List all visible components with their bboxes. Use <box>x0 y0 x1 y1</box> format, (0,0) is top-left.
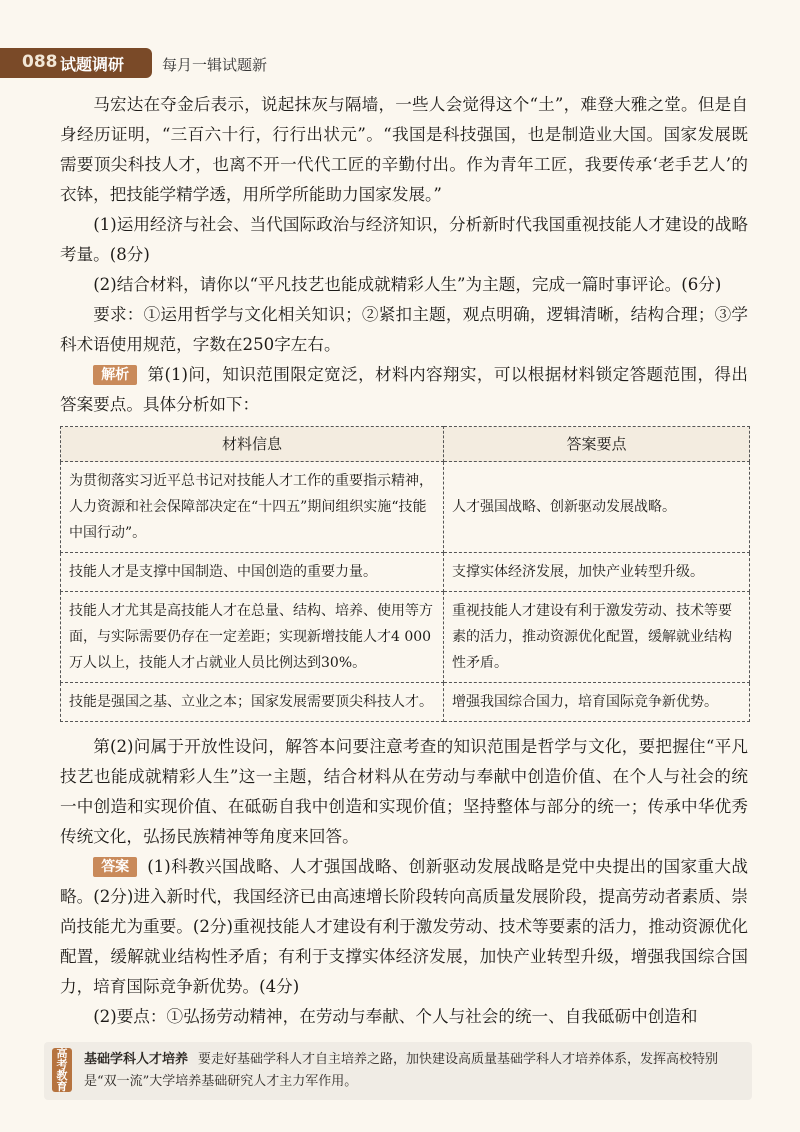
footer-title: 基础学科人才培养 <box>84 1052 189 1067</box>
answer-text-1: (1)科教兴国战略、人才强国战略、创新驱动发展战略是党中央提出的国家重大战略。(2分)进入新时代，我国经济已由高速增长阶段转向高质量发展阶段，提高劳动者素质、崇尚技能尤为重要。(2分)重视技能人才建设有利于激发劳动、技术等要素的活力，推动资源优化配置，缓解就业结构性矛盾；有利于支撑实体经济发展，加快产业转型升级，增强我国综合国力，培育国际竞争新优势。(4分) <box>60 857 748 996</box>
page-header <box>0 48 800 78</box>
table-cell: 技能人才是支撑中国制造、中国创造的重要力量。 <box>61 553 444 592</box>
answer-paragraph-2: (2)要点：①弘扬劳动精神，在劳动与奉献、个人与社会的统一、自我砥砺中创造和 <box>93 1007 698 1026</box>
table-row <box>61 553 750 592</box>
footer-text-block <box>84 1049 740 1093</box>
footer-note <box>44 1042 752 1100</box>
question-1: (1)运用经济与社会、当代国际政治与经济知识，分析新时代我国重视技能人才建设的战略考量。(8分) <box>60 215 748 264</box>
article-body <box>60 90 748 1032</box>
table-cell: 技能人才尤其是高技能人才在总量、结构、培养、使用等方面，与实际需要仍存在一定差距；实现新增技能人才4 000万人以上，技能人才占就业人员比例达到30%。 <box>61 592 444 683</box>
table-cell: 重视技能人才建设有利于激发劳动、技术等要素的活力，推动资源优化配置，缓解就业结构性矛盾。 <box>444 592 750 683</box>
table-header-answer: 答案要点 <box>444 427 750 462</box>
question-2: (2)结合材料，请你以“平凡技艺也能成就精彩人生”为主题，完成一篇时事评论。(6分) <box>93 275 722 294</box>
answer-paragraph <box>60 852 748 1002</box>
footer-body: 要走好基础学科人才自主培养之路，加快建设高质量基础学科人才培养体系，发挥高校特别是“双一流”大学培养基础研究人才主力军作用。 <box>84 1052 719 1089</box>
analysis-table <box>60 426 750 722</box>
analysis-paragraph-2: 第(2)问属于开放性设问，解答本问要注意考查的知识范围是哲学与文化，要把握住“平凡技艺也能成就精彩人生”这一主题，结合材料从在劳动与奉献中创造价值、在个人与社会的统一中创造和实现价值、在砥砺自我中创造和实现价值；坚持整体与部分的统一；传承中华优秀传统文化，弘扬民族精神等角度来回答。 <box>60 737 748 846</box>
table-row <box>61 462 750 553</box>
table-cell: 为贯彻落实习近平总书记对技能人才工作的重要指示精神，人力资源和社会保障部决定在“十四五”期间组织实施“技能中国行动”。 <box>61 462 444 553</box>
table-row <box>61 683 750 722</box>
table-row <box>61 592 750 683</box>
table-cell: 技能是强国之基、立业之本；国家发展需要顶尖科技人才。 <box>61 683 444 722</box>
table-cell: 人才强国战略、创新驱动发展战略。 <box>444 462 750 553</box>
header-subtitle: 每月一辑试题新 <box>162 56 268 74</box>
table-header-row <box>61 427 750 462</box>
section-title: 试题调研 <box>60 55 125 74</box>
answer-badge: 答案 <box>93 857 137 877</box>
table-header-material: 材料信息 <box>61 427 444 462</box>
analysis-text: 第(1)问，知识范围限定宽泛，材料内容翔实，可以根据材料锁定答题范围，得出答案要点。具体分析如下： <box>60 365 748 414</box>
header-tab <box>0 48 152 78</box>
material-paragraph: 马宏达在夺金后表示，说起抹灰与隔墙，一些人会觉得这个“土”，难登大雅之堂。但是自身经历证明，“三百六十行，行行出状元”。“我国是科技强国，也是制造业大国。国家发展既需要顶尖科技人才，也离不开一代代工匠的辛勤付出。作为青年工匠，我要传承‘老手艺人’的衣钵，把技能学精学透，用所学所能助力国家发展。” <box>60 95 748 204</box>
analysis-paragraph <box>60 360 748 420</box>
analysis-badge: 解析 <box>93 365 137 385</box>
requirements: 要求：①运用哲学与文化相关知识；②紧扣主题，观点明确，逻辑清晰，结构合理；③学科术语使用规范，字数在250字左右。 <box>60 305 748 354</box>
table-cell: 增强我国综合国力，培育国际竞争新优势。 <box>444 683 750 722</box>
table-cell: 支撑实体经济发展，加快产业转型升级。 <box>444 553 750 592</box>
footer-side-label: 高考教育 <box>52 1048 72 1092</box>
page-number: 088 <box>22 52 58 72</box>
